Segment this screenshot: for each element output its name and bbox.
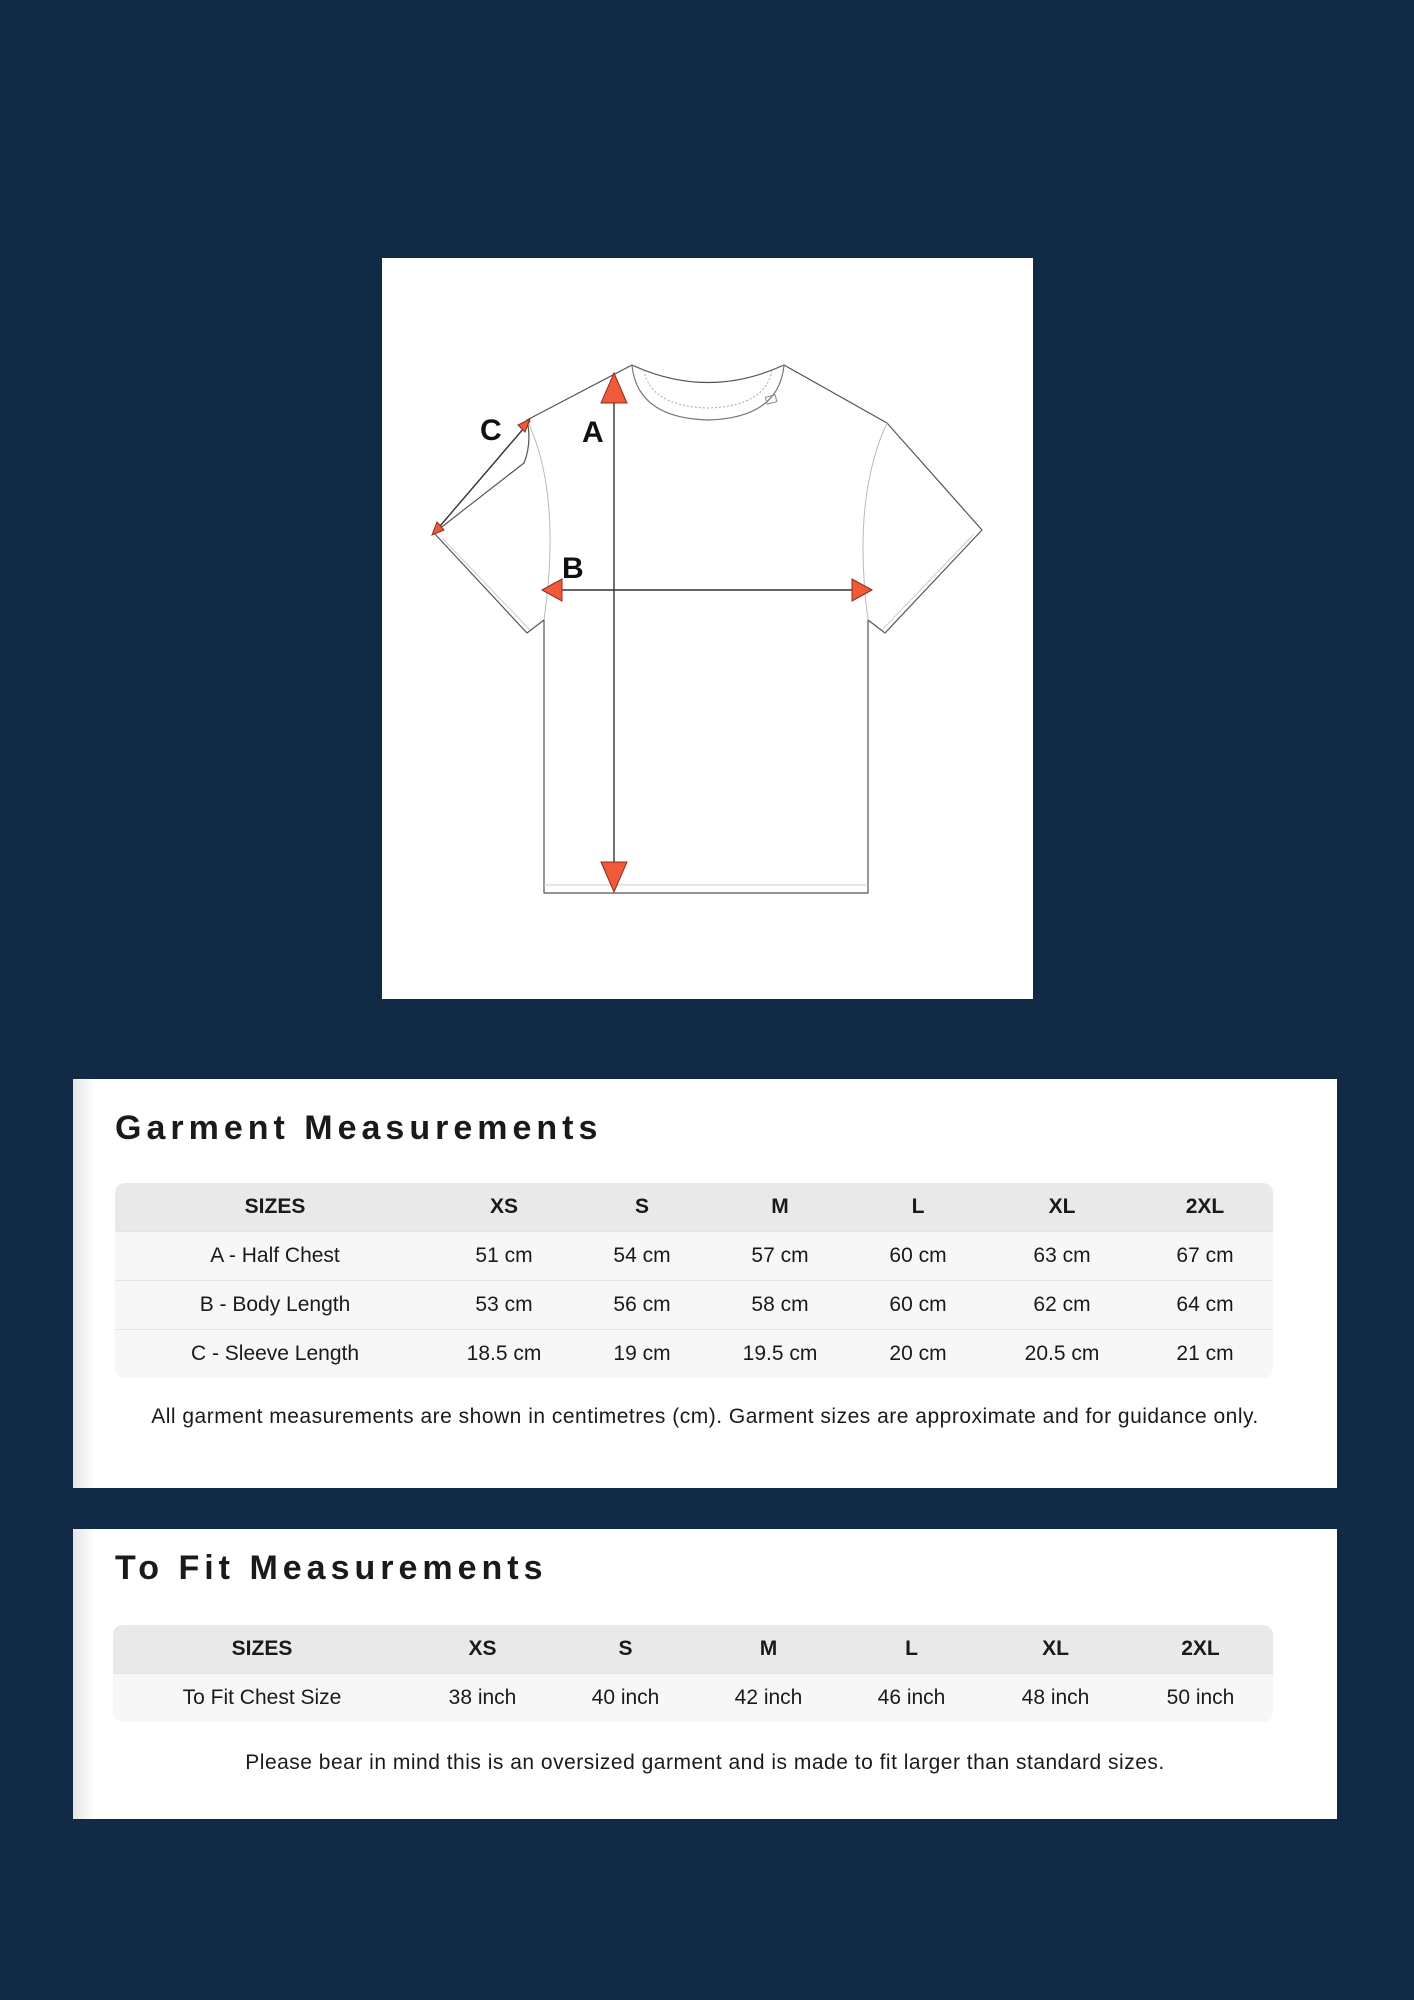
fit-title: To Fit Measurements: [115, 1549, 548, 1587]
header-cell: M: [697, 1625, 840, 1673]
table-cell: 67 cm: [1137, 1231, 1273, 1280]
header-cell: XS: [411, 1625, 554, 1673]
table-row: [113, 1673, 1273, 1722]
label-a: A: [582, 416, 604, 449]
table-cell: 53 cm: [435, 1280, 573, 1329]
table-cell: 64 cm: [1137, 1280, 1273, 1329]
tshirt-outline: [434, 365, 982, 893]
table-cell: 62 cm: [987, 1280, 1137, 1329]
header-cell: 2XL: [1128, 1625, 1273, 1673]
header-cell: XL: [987, 1183, 1137, 1231]
header-cell: XL: [983, 1625, 1128, 1673]
tshirt-diagram: [382, 258, 1033, 999]
header-cell: S: [573, 1183, 711, 1231]
table-cell: 48 inch: [983, 1673, 1128, 1722]
table-cell: 21 cm: [1137, 1329, 1273, 1378]
label-c: C: [480, 414, 502, 447]
table-cell: 38 inch: [411, 1673, 554, 1722]
table-row: [115, 1231, 1273, 1280]
row-label: To Fit Chest Size: [113, 1673, 411, 1722]
header-cell: SIZES: [113, 1625, 411, 1673]
header-cell: 2XL: [1137, 1183, 1273, 1231]
tshirt-diagram-card: [382, 258, 1033, 999]
table-cell: 19 cm: [573, 1329, 711, 1378]
header-cell: SIZES: [115, 1183, 435, 1231]
table-cell: 42 inch: [697, 1673, 840, 1722]
table-cell: 60 cm: [849, 1231, 987, 1280]
header-cell: M: [711, 1183, 849, 1231]
table-cell: 60 cm: [849, 1280, 987, 1329]
table-cell: 57 cm: [711, 1231, 849, 1280]
fit-measurements-card: [73, 1529, 1337, 1819]
table-cell: 54 cm: [573, 1231, 711, 1280]
table-cell: 58 cm: [711, 1280, 849, 1329]
table-cell: 46 inch: [840, 1673, 983, 1722]
table-cell: 50 inch: [1128, 1673, 1273, 1722]
table-header-row: [113, 1625, 1273, 1673]
fit-size-table: [113, 1625, 1273, 1722]
table-row: [115, 1280, 1273, 1329]
header-cell: L: [840, 1625, 983, 1673]
header-cell: XS: [435, 1183, 573, 1231]
garment-note: All garment measurements are shown in centimetres (cm). Garment sizes are approximate and for guidance only.: [151, 1405, 1259, 1428]
table-row: [115, 1329, 1273, 1378]
garment-title: Garment Measurements: [115, 1109, 603, 1147]
table-cell: 51 cm: [435, 1231, 573, 1280]
row-label: B - Body Length: [115, 1280, 435, 1329]
header-cell: S: [554, 1625, 697, 1673]
fit-note: Please bear in mind this is an oversized garment and is made to fit larger than standard sizes.: [245, 1751, 1165, 1774]
table-cell: 18.5 cm: [435, 1329, 573, 1378]
garment-measurements-card: [73, 1079, 1337, 1488]
table-cell: 63 cm: [987, 1231, 1137, 1280]
table-cell: 56 cm: [573, 1280, 711, 1329]
table-header-row: [115, 1183, 1273, 1231]
table-cell: 20 cm: [849, 1329, 987, 1378]
row-label: A - Half Chest: [115, 1231, 435, 1280]
table-cell: 20.5 cm: [987, 1329, 1137, 1378]
label-b: B: [562, 552, 584, 585]
table-cell: 19.5 cm: [711, 1329, 849, 1378]
row-label: C - Sleeve Length: [115, 1329, 435, 1378]
header-cell: L: [849, 1183, 987, 1231]
garment-size-table: [115, 1183, 1273, 1378]
table-cell: 40 inch: [554, 1673, 697, 1722]
